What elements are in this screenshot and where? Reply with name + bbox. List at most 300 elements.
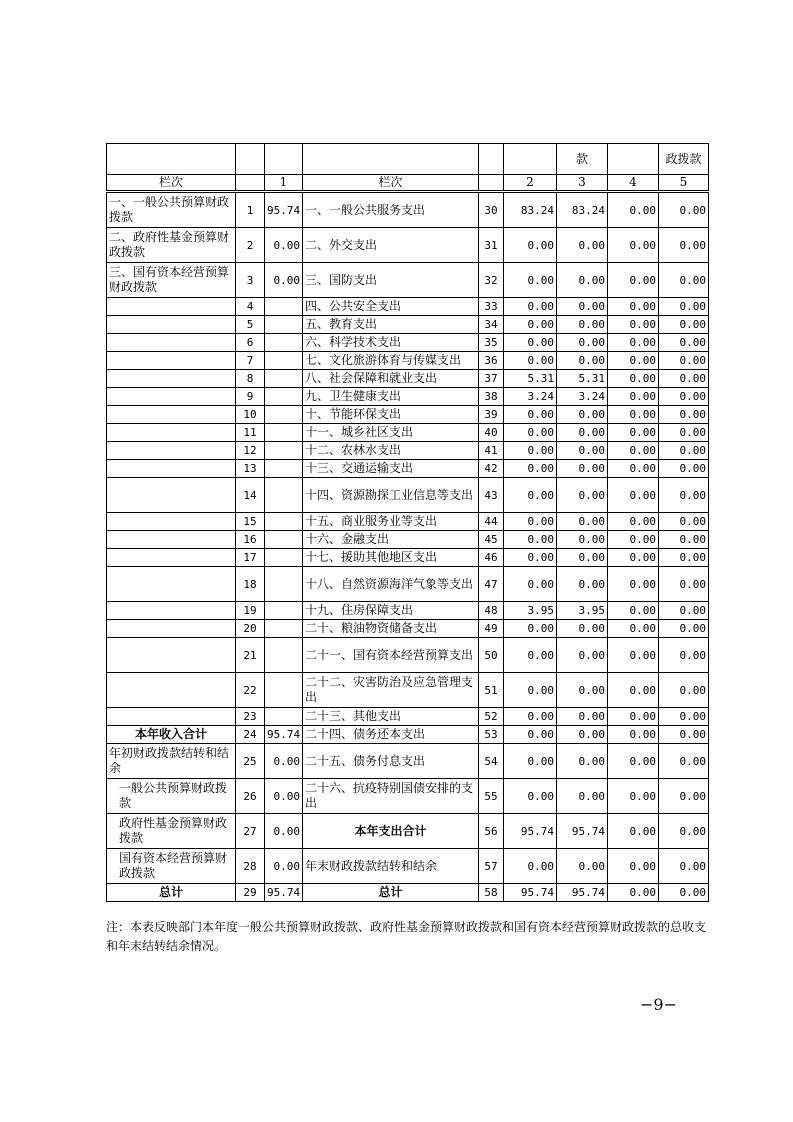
general-budget-amount: 0.00 — [557, 316, 608, 334]
income-item-label: 一、一般公共预算财政拨款 — [107, 192, 236, 228]
income-line-number: 17 — [236, 549, 265, 567]
expense-item-label: 二十六、抗疫特别国债安排的支出 — [303, 779, 479, 814]
gov-fund-amount: 0.00 — [608, 708, 659, 726]
table-row — [107, 638, 709, 673]
expense-line-number: 53 — [479, 726, 504, 744]
gov-fund-amount: 0.00 — [608, 460, 659, 478]
income-item-label — [107, 620, 236, 638]
income-amount: 0.00 — [265, 228, 303, 263]
income-line-number: 15 — [236, 513, 265, 531]
income-line-number: 12 — [236, 442, 265, 460]
table-row — [107, 620, 709, 638]
income-item-label: 国有资本经营预算财政拨款 — [107, 849, 236, 884]
income-amount — [265, 478, 303, 513]
table-row — [107, 726, 709, 744]
general-budget-amount: 0.00 — [557, 744, 608, 779]
income-item-label — [107, 602, 236, 620]
income-amount — [265, 406, 303, 424]
expense-total-amount: 3.95 — [504, 602, 557, 620]
table-row — [107, 228, 709, 263]
general-budget-amount: 0.00 — [557, 478, 608, 513]
income-line-number: 7 — [236, 352, 265, 370]
income-amount — [265, 460, 303, 478]
fiscal-appropriation-table — [106, 143, 709, 902]
expense-line-number: 37 — [479, 370, 504, 388]
table-row — [107, 567, 709, 602]
state-capital-amount: 0.00 — [659, 884, 709, 902]
income-item-label — [107, 531, 236, 549]
expense-line-number: 38 — [479, 388, 504, 406]
col-number-5: 5 — [659, 175, 709, 192]
expense-total-amount: 0.00 — [504, 352, 557, 370]
table-row — [107, 708, 709, 726]
general-budget-amount: 5.31 — [557, 370, 608, 388]
income-amount — [265, 370, 303, 388]
state-capital-amount: 0.00 — [659, 513, 709, 531]
state-capital-amount: 0.00 — [659, 620, 709, 638]
general-budget-amount: 0.00 — [557, 779, 608, 814]
expense-item-label: 五、教育支出 — [303, 316, 479, 334]
general-budget-amount: 0.00 — [557, 442, 608, 460]
general-budget-amount: 3.95 — [557, 602, 608, 620]
general-budget-amount: 0.00 — [557, 708, 608, 726]
table-row — [107, 192, 709, 228]
gov-fund-amount: 0.00 — [608, 620, 659, 638]
state-capital-amount: 0.00 — [659, 370, 709, 388]
left-lanci-label: 栏次 — [107, 175, 236, 192]
expense-item-label: 八、社会保障和就业支出 — [303, 370, 479, 388]
general-budget-amount: 0.00 — [557, 263, 608, 298]
expense-line-number: 56 — [479, 814, 504, 849]
gov-fund-amount: 0.00 — [608, 334, 659, 352]
income-line-number: 27 — [236, 814, 265, 849]
col-number-2: 2 — [504, 175, 557, 192]
right-lanci-label: 栏次 — [303, 175, 479, 192]
income-item-label: 三、国有资本经营预算财政拨款 — [107, 263, 236, 298]
income-line-number: 28 — [236, 849, 265, 884]
gov-fund-amount: 0.00 — [608, 884, 659, 902]
col-number-3: 3 — [557, 175, 608, 192]
general-budget-amount: 0.00 — [557, 460, 608, 478]
general-budget-amount: 0.00 — [557, 638, 608, 673]
expense-total-amount: 0.00 — [504, 708, 557, 726]
state-capital-amount: 0.00 — [659, 460, 709, 478]
income-item-label — [107, 424, 236, 442]
expense-total-amount: 0.00 — [504, 531, 557, 549]
income-amount: 0.00 — [265, 744, 303, 779]
expense-item-label: 十一、城乡社区支出 — [303, 424, 479, 442]
expense-total-amount: 95.74 — [504, 884, 557, 902]
income-amount — [265, 388, 303, 406]
expense-line-number: 43 — [479, 478, 504, 513]
expense-total-amount: 0.00 — [504, 849, 557, 884]
general-budget-amount: 0.00 — [557, 549, 608, 567]
general-budget-amount: 0.00 — [557, 567, 608, 602]
expense-item-label: 二十四、债务还本支出 — [303, 726, 479, 744]
income-line-number: 1 — [236, 192, 265, 228]
state-capital-amount: 0.00 — [659, 567, 709, 602]
gov-fund-amount: 0.00 — [608, 531, 659, 549]
income-amount — [265, 531, 303, 549]
table-row — [107, 370, 709, 388]
table-row — [107, 316, 709, 334]
gov-fund-amount: 0.00 — [608, 744, 659, 779]
expense-line-number: 48 — [479, 602, 504, 620]
income-line-number: 25 — [236, 744, 265, 779]
table-row — [107, 388, 709, 406]
table-row — [107, 424, 709, 442]
general-budget-amount: 0.00 — [557, 849, 608, 884]
income-amount — [265, 442, 303, 460]
expense-item-label: 十四、资源勘探工业信息等支出 — [303, 478, 479, 513]
expense-total-amount: 0.00 — [504, 673, 557, 708]
general-budget-amount: 0.00 — [557, 531, 608, 549]
income-amount: 95.74 — [265, 192, 303, 228]
col-number-4: 4 — [608, 175, 659, 192]
expense-total-amount: 0.00 — [504, 442, 557, 460]
income-item-label: 一般公共预算财政拨款 — [107, 779, 236, 814]
expense-total-amount: 0.00 — [504, 549, 557, 567]
gov-fund-amount: 0.00 — [608, 424, 659, 442]
gov-fund-amount: 0.00 — [608, 352, 659, 370]
gov-fund-amount: 0.00 — [608, 849, 659, 884]
state-capital-amount: 0.00 — [659, 228, 709, 263]
income-item-label — [107, 638, 236, 673]
expense-item-label: 十五、商业服务业等支出 — [303, 513, 479, 531]
expense-line-number: 33 — [479, 298, 504, 316]
income-amount — [265, 602, 303, 620]
expense-line-number: 41 — [479, 442, 504, 460]
general-budget-amount: 0.00 — [557, 228, 608, 263]
income-item-label: 二、政府性基金预算财政拨款 — [107, 228, 236, 263]
table-row — [107, 814, 709, 849]
gov-fund-amount: 0.00 — [608, 316, 659, 334]
gov-fund-amount: 0.00 — [608, 602, 659, 620]
table-row — [107, 549, 709, 567]
income-line-number: 24 — [236, 726, 265, 744]
general-budget-amount: 95.74 — [557, 814, 608, 849]
general-budget-amount: 95.74 — [557, 884, 608, 902]
table-row — [107, 673, 709, 708]
state-capital-amount: 0.00 — [659, 744, 709, 779]
table-row — [107, 263, 709, 298]
expense-total-amount: 95.74 — [504, 814, 557, 849]
gov-fund-amount: 0.00 — [608, 779, 659, 814]
income-item-label — [107, 334, 236, 352]
state-capital-amount: 0.00 — [659, 352, 709, 370]
general-budget-amount: 3.24 — [557, 388, 608, 406]
income-line-number: 16 — [236, 531, 265, 549]
income-line-number: 5 — [236, 316, 265, 334]
table-row — [107, 884, 709, 902]
income-amount — [265, 638, 303, 673]
expense-item-label: 九、卫生健康支出 — [303, 388, 479, 406]
state-capital-amount: 0.00 — [659, 673, 709, 708]
income-item-label — [107, 673, 236, 708]
expense-total-amount: 0.00 — [504, 567, 557, 602]
expense-line-number: 42 — [479, 460, 504, 478]
gov-fund-amount: 0.00 — [608, 478, 659, 513]
state-capital-amount: 0.00 — [659, 478, 709, 513]
table-row — [107, 478, 709, 513]
header-fragment-col5: 政拨款 — [659, 144, 709, 175]
expense-total-amount: 0.00 — [504, 406, 557, 424]
income-amount: 95.74 — [265, 726, 303, 744]
income-line-number: 22 — [236, 673, 265, 708]
expense-line-number: 46 — [479, 549, 504, 567]
expense-item-label: 年末财政拨款结转和结余 — [303, 849, 479, 884]
gov-fund-amount: 0.00 — [608, 638, 659, 673]
expense-line-number: 30 — [479, 192, 504, 228]
state-capital-amount: 0.00 — [659, 602, 709, 620]
income-item-label — [107, 388, 236, 406]
income-item-label — [107, 298, 236, 316]
state-capital-amount: 0.00 — [659, 814, 709, 849]
gov-fund-amount: 0.00 — [608, 263, 659, 298]
income-amount — [265, 352, 303, 370]
income-line-number: 10 — [236, 406, 265, 424]
expense-line-number: 58 — [479, 884, 504, 902]
state-capital-amount: 0.00 — [659, 531, 709, 549]
income-item-label — [107, 352, 236, 370]
general-budget-amount: 0.00 — [557, 513, 608, 531]
table-row — [107, 442, 709, 460]
state-capital-amount: 0.00 — [659, 638, 709, 673]
income-item-label — [107, 460, 236, 478]
expense-line-number: 52 — [479, 708, 504, 726]
income-item-label — [107, 567, 236, 602]
income-line-number: 9 — [236, 388, 265, 406]
income-amount — [265, 567, 303, 602]
expense-line-number: 57 — [479, 849, 504, 884]
expense-line-number: 34 — [479, 316, 504, 334]
expense-item-label: 十二、农林水支出 — [303, 442, 479, 460]
state-capital-amount: 0.00 — [659, 388, 709, 406]
expense-item-label: 十、节能环保支出 — [303, 406, 479, 424]
table-row — [107, 352, 709, 370]
income-amount: 0.00 — [265, 263, 303, 298]
general-budget-amount: 0.00 — [557, 424, 608, 442]
expense-total-amount: 0.00 — [504, 460, 557, 478]
expense-total-amount: 0.00 — [504, 316, 557, 334]
expense-item-label: 一、一般公共服务支出 — [303, 192, 479, 228]
expense-line-number: 51 — [479, 673, 504, 708]
state-capital-amount: 0.00 — [659, 298, 709, 316]
expense-line-number: 54 — [479, 744, 504, 779]
table-row — [107, 744, 709, 779]
table-row — [107, 406, 709, 424]
expense-item-label: 十三、交通运输支出 — [303, 460, 479, 478]
state-capital-amount: 0.00 — [659, 316, 709, 334]
expense-total-amount: 0.00 — [504, 744, 557, 779]
table-row — [107, 602, 709, 620]
income-item-label — [107, 513, 236, 531]
header-fragment-col3: 款 — [557, 144, 608, 175]
general-budget-amount: 0.00 — [557, 334, 608, 352]
expense-item-label: 四、公共安全支出 — [303, 298, 479, 316]
expense-line-number: 50 — [479, 638, 504, 673]
table-row — [107, 460, 709, 478]
expense-line-number: 36 — [479, 352, 504, 370]
table-row — [107, 779, 709, 814]
left-col-number: 1 — [265, 175, 303, 192]
expense-total-amount: 0.00 — [504, 334, 557, 352]
expense-item-label: 总计 — [303, 884, 479, 902]
income-amount — [265, 673, 303, 708]
expense-line-number: 45 — [479, 531, 504, 549]
income-item-label — [107, 316, 236, 334]
state-capital-amount: 0.00 — [659, 424, 709, 442]
expense-total-amount: 0.00 — [504, 228, 557, 263]
gov-fund-amount: 0.00 — [608, 567, 659, 602]
income-line-number: 20 — [236, 620, 265, 638]
expense-line-number: 39 — [479, 406, 504, 424]
expense-item-label: 本年支出合计 — [303, 814, 479, 849]
income-item-label: 本年收入合计 — [107, 726, 236, 744]
expense-total-amount: 0.00 — [504, 620, 557, 638]
expense-item-label: 二十二、灾害防治及应急管理支出 — [303, 673, 479, 708]
income-amount — [265, 424, 303, 442]
gov-fund-amount: 0.00 — [608, 442, 659, 460]
income-line-number: 11 — [236, 424, 265, 442]
expense-total-amount: 0.00 — [504, 478, 557, 513]
expense-total-amount: 0.00 — [504, 638, 557, 673]
gov-fund-amount: 0.00 — [608, 388, 659, 406]
expense-line-number: 40 — [479, 424, 504, 442]
gov-fund-amount: 0.00 — [608, 549, 659, 567]
income-amount — [265, 334, 303, 352]
state-capital-amount: 0.00 — [659, 779, 709, 814]
expense-item-label: 三、国防支出 — [303, 263, 479, 298]
gov-fund-amount: 0.00 — [608, 673, 659, 708]
income-line-number: 6 — [236, 334, 265, 352]
expense-item-label: 十七、援助其他地区支出 — [303, 549, 479, 567]
expense-item-label: 十九、住房保障支出 — [303, 602, 479, 620]
income-item-label — [107, 708, 236, 726]
expense-total-amount: 3.24 — [504, 388, 557, 406]
gov-fund-amount: 0.00 — [608, 298, 659, 316]
income-line-number: 13 — [236, 460, 265, 478]
table-row — [107, 849, 709, 884]
state-capital-amount: 0.00 — [659, 708, 709, 726]
income-item-label: 政府性基金预算财政拨款 — [107, 814, 236, 849]
income-line-number: 18 — [236, 567, 265, 602]
income-item-label — [107, 370, 236, 388]
state-capital-amount: 0.00 — [659, 442, 709, 460]
income-line-number: 19 — [236, 602, 265, 620]
income-item-label — [107, 478, 236, 513]
income-line-number: 3 — [236, 263, 265, 298]
income-amount: 0.00 — [265, 779, 303, 814]
gov-fund-amount: 0.00 — [608, 192, 659, 228]
general-budget-amount: 83.24 — [557, 192, 608, 228]
expense-item-label: 六、科学技术支出 — [303, 334, 479, 352]
state-capital-amount: 0.00 — [659, 406, 709, 424]
income-item-label — [107, 406, 236, 424]
expense-item-label: 二十、粮油物资储备支出 — [303, 620, 479, 638]
general-budget-amount: 0.00 — [557, 673, 608, 708]
expense-item-label: 二十三、其他支出 — [303, 708, 479, 726]
income-line-number: 2 — [236, 228, 265, 263]
income-line-number: 8 — [236, 370, 265, 388]
expense-item-label: 七、文化旅游体育与传媒支出 — [303, 352, 479, 370]
expense-line-number: 49 — [479, 620, 504, 638]
expense-item-label: 二十一、国有资本经营预算支出 — [303, 638, 479, 673]
expense-line-number: 32 — [479, 263, 504, 298]
income-amount — [265, 298, 303, 316]
expense-item-label: 十六、金融支出 — [303, 531, 479, 549]
income-amount: 0.00 — [265, 814, 303, 849]
state-capital-amount: 0.00 — [659, 263, 709, 298]
expense-total-amount: 0.00 — [504, 779, 557, 814]
general-budget-amount: 0.00 — [557, 352, 608, 370]
income-line-number: 23 — [236, 708, 265, 726]
state-capital-amount: 0.00 — [659, 549, 709, 567]
header-fragment-row — [107, 144, 709, 175]
general-budget-amount: 0.00 — [557, 406, 608, 424]
expense-total-amount: 0.00 — [504, 263, 557, 298]
income-amount — [265, 316, 303, 334]
general-budget-amount: 0.00 — [557, 726, 608, 744]
income-item-label — [107, 442, 236, 460]
table-row — [107, 298, 709, 316]
income-line-number: 26 — [236, 779, 265, 814]
column-number-row — [107, 175, 709, 192]
gov-fund-amount: 0.00 — [608, 370, 659, 388]
expense-line-number: 44 — [479, 513, 504, 531]
expense-total-amount: 0.00 — [504, 298, 557, 316]
expense-total-amount: 0.00 — [504, 424, 557, 442]
page-number: −9− — [640, 995, 677, 1014]
income-amount — [265, 549, 303, 567]
table-footnote: 注：本表反映部门本年度一般公共预算财政拨款、政府性基金预算财政拨款和国有资本经营预算财政拨款的总收支和年末结转结余情况。 — [106, 920, 707, 953]
income-line-number: 14 — [236, 478, 265, 513]
state-capital-amount: 0.00 — [659, 726, 709, 744]
income-amount: 95.74 — [265, 884, 303, 902]
gov-fund-amount: 0.00 — [608, 726, 659, 744]
expense-item-label: 十八、自然资源海洋气象等支出 — [303, 567, 479, 602]
income-amount — [265, 513, 303, 531]
state-capital-amount: 0.00 — [659, 334, 709, 352]
state-capital-amount: 0.00 — [659, 849, 709, 884]
income-line-number: 21 — [236, 638, 265, 673]
income-item-label: 年初财政拨款结转和结余 — [107, 744, 236, 779]
income-amount — [265, 620, 303, 638]
income-line-number: 4 — [236, 298, 265, 316]
general-budget-amount: 0.00 — [557, 620, 608, 638]
expense-total-amount: 0.00 — [504, 513, 557, 531]
table-row — [107, 334, 709, 352]
expense-line-number: 47 — [479, 567, 504, 602]
income-line-number: 29 — [236, 884, 265, 902]
gov-fund-amount: 0.00 — [608, 228, 659, 263]
gov-fund-amount: 0.00 — [608, 513, 659, 531]
expense-total-amount: 5.31 — [504, 370, 557, 388]
income-item-label: 总计 — [107, 884, 236, 902]
income-amount: 0.00 — [265, 849, 303, 884]
expense-total-amount: 0.00 — [504, 726, 557, 744]
state-capital-amount: 0.00 — [659, 192, 709, 228]
income-item-label — [107, 549, 236, 567]
table-row — [107, 531, 709, 549]
expense-item-label: 二十五、债务付息支出 — [303, 744, 479, 779]
income-amount — [265, 708, 303, 726]
expense-line-number: 55 — [479, 779, 504, 814]
expense-line-number: 35 — [479, 334, 504, 352]
gov-fund-amount: 0.00 — [608, 814, 659, 849]
general-budget-amount: 0.00 — [557, 298, 608, 316]
expense-line-number: 31 — [479, 228, 504, 263]
